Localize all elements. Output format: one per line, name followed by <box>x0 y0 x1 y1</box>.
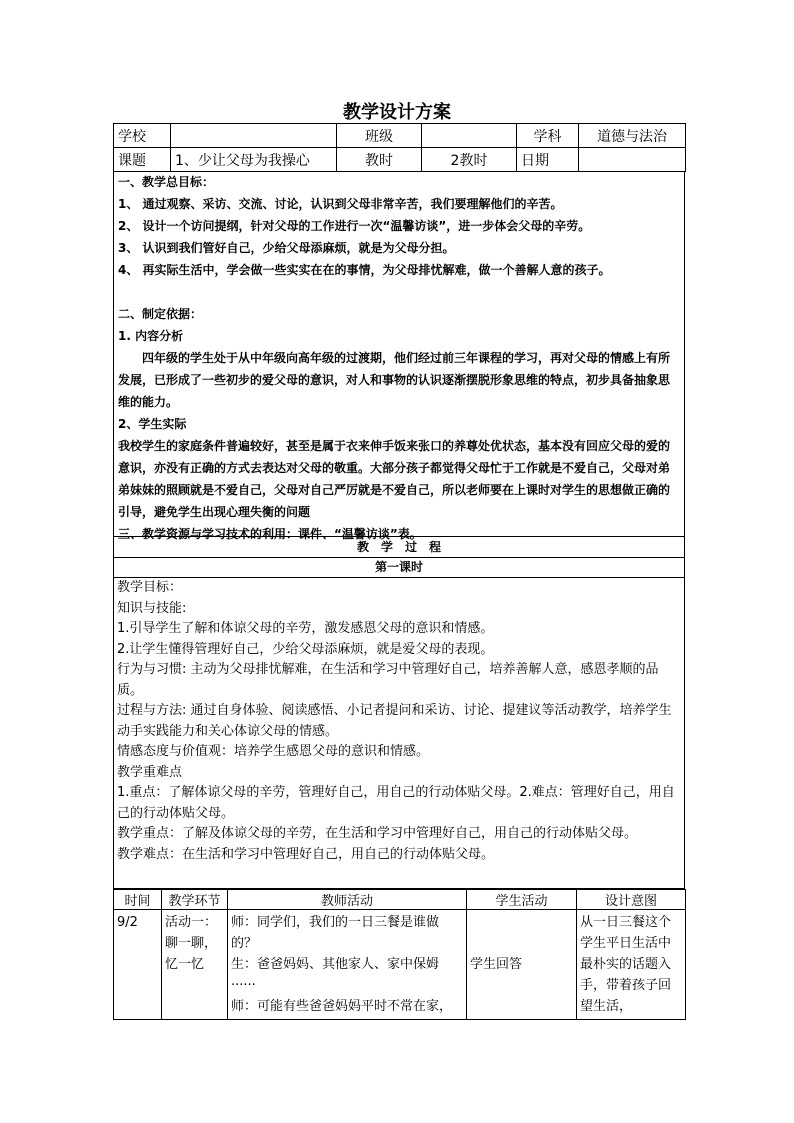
table-row <box>114 910 686 1020</box>
col-teacher: 教师活动 <box>228 890 467 910</box>
date-label: 日期 <box>517 148 579 172</box>
objective-line: 教学目标： <box>117 580 183 595</box>
basis-heading: 二、制定依据： <box>118 307 203 321</box>
school-value <box>171 124 337 148</box>
intent-cell: 从一日三餐这个学生平日生活中最朴实的话题入手，带着孩子回望生活， <box>577 910 686 1020</box>
subject-label: 学科 <box>517 124 579 148</box>
col-stage: 教学环节 <box>162 890 228 910</box>
goal-item: 2、 设计一个访问提纲，针对父母的工作进行一次“温馨访谈”，进一步体会父母的辛劳。 <box>118 219 591 233</box>
student-text: 我校学生的家庭条件普遍较好，甚至是属于衣来伸手饭来张口的养尊处优状态，基本没有回应父母的爱的意识，亦没有正确的方式去表达对父母的敬重。大部分孩子都觉得父母忙于工作就是不爱自己，父母对弟弟妹妹的照顾就是不爱自己，父母对自己严厉就是不爱自己，所以老师要在上课时对学生的思想做正确的引导，避免学生出现心理失衡的问题 <box>118 439 671 519</box>
goal-item: 1、 通过观察、采访、交流、讨论，认识到父母非常辛苦，我们要理解他们的辛苦。 <box>118 197 563 211</box>
goal-item: 4、 再实际生活中，学会做一些实实在在的事情，为父母排忧解难，做一个善解人意的孩子。 <box>118 263 611 277</box>
goal-item: 3、 认识到我们管好自己，少给父母添麻烦，就是为父母分担。 <box>118 241 455 255</box>
lesson-heading: 第一课时 <box>113 557 685 578</box>
time-cell: 9/2 <box>114 910 162 1020</box>
objective-line: 教学重难点 <box>117 764 183 780</box>
objective-line: 行为与习惯: 主动为父母排忧解难，在生活和学习中管理好自己，培养善解人意，感恩孝顺的品质。 <box>117 662 659 698</box>
process-table <box>113 889 686 1020</box>
class-label: 班级 <box>337 124 422 148</box>
col-student: 学生活动 <box>467 890 577 910</box>
periods-value: 2教时 <box>422 148 517 172</box>
topic-label: 课题 <box>114 148 171 172</box>
process-heading: 教 学 过 程 <box>113 537 685 558</box>
objective-line: 教学重点：了解及体谅父母的辛劳，在生活和学习中管理好自己，用自己的行动体贴父母。 <box>117 826 638 841</box>
page-title: 教学设计方案 <box>343 102 451 123</box>
header-row <box>114 124 686 148</box>
periods-label: 教时 <box>337 148 422 172</box>
goals-heading: 一、教学总目标： <box>118 175 215 189</box>
student-cell: 学生回答 <box>467 910 577 1020</box>
objective-line: 过程与方法: 通过自身体验、阅读感悟、小记者提问和采访、讨论、提建议等活动教学，培养学生动手实践能力和关心体谅父母的情感。 <box>117 703 672 739</box>
content-heading: 1. 内容分析 <box>118 329 184 343</box>
col-time: 时间 <box>114 890 162 910</box>
class-value <box>422 124 517 148</box>
topic-value: 1、少让父母为我操心 <box>171 148 337 172</box>
teacher-cell: 师：同学们，我们的一日三餐是谁做的？ 生：爸爸妈妈、其他家人、家中保姆······ 师：可能有些爸爸妈妈平时不常在家， <box>228 910 467 1020</box>
student-heading: 2、学生实际 <box>118 417 187 431</box>
objective-line: 2.让学生懂得管理好自己，少给父母添麻烦，就是爱父母的表现。 <box>117 641 494 657</box>
objective-line: 知识与技能: <box>117 600 187 616</box>
resources-text: 三、教学资源与学习技术的利用：课件、“温馨访谈”表。 <box>118 527 422 541</box>
col-intent: 设计意图 <box>577 890 686 910</box>
content-text: 四年级的学生处于从中年级向高年级的过渡期，他们经过前三年课程的学习，再对父母的情感上有所发展，已形成了一些初步的爱父母的意识，对人和事物的认识逐渐摆脱形象思维的特点，初步具备抽象思维的能力。 <box>118 351 671 409</box>
header-row <box>114 148 686 172</box>
objective-line: 教学难点：在生活和学习中管理好自己，用自己的行动体贴父母。 <box>117 846 495 862</box>
table-header-row <box>114 890 686 910</box>
header-table <box>113 123 686 172</box>
objective-line: 1.重点：了解体谅父母的辛劳，管理好自己，用自己的行动体贴父母。2.难点：管理好自己，用自己的行动体贴父母。 <box>117 785 675 821</box>
stage-cell: 活动一：聊一聊，忆一忆 <box>162 910 228 1020</box>
subject-value: 道德与法治 <box>579 124 686 148</box>
objectives-section <box>113 578 685 889</box>
school-label: 学校 <box>114 124 171 148</box>
objective-line: 情感态度与价值观：培养学生感恩父母的意识和情感。 <box>117 744 430 759</box>
objective-line: 1.引导学生了解和体谅父母的辛劳，激发感恩父母的意识和情感。 <box>117 621 494 636</box>
date-value <box>579 148 686 172</box>
goals-section <box>113 171 685 541</box>
spacer <box>118 281 680 303</box>
